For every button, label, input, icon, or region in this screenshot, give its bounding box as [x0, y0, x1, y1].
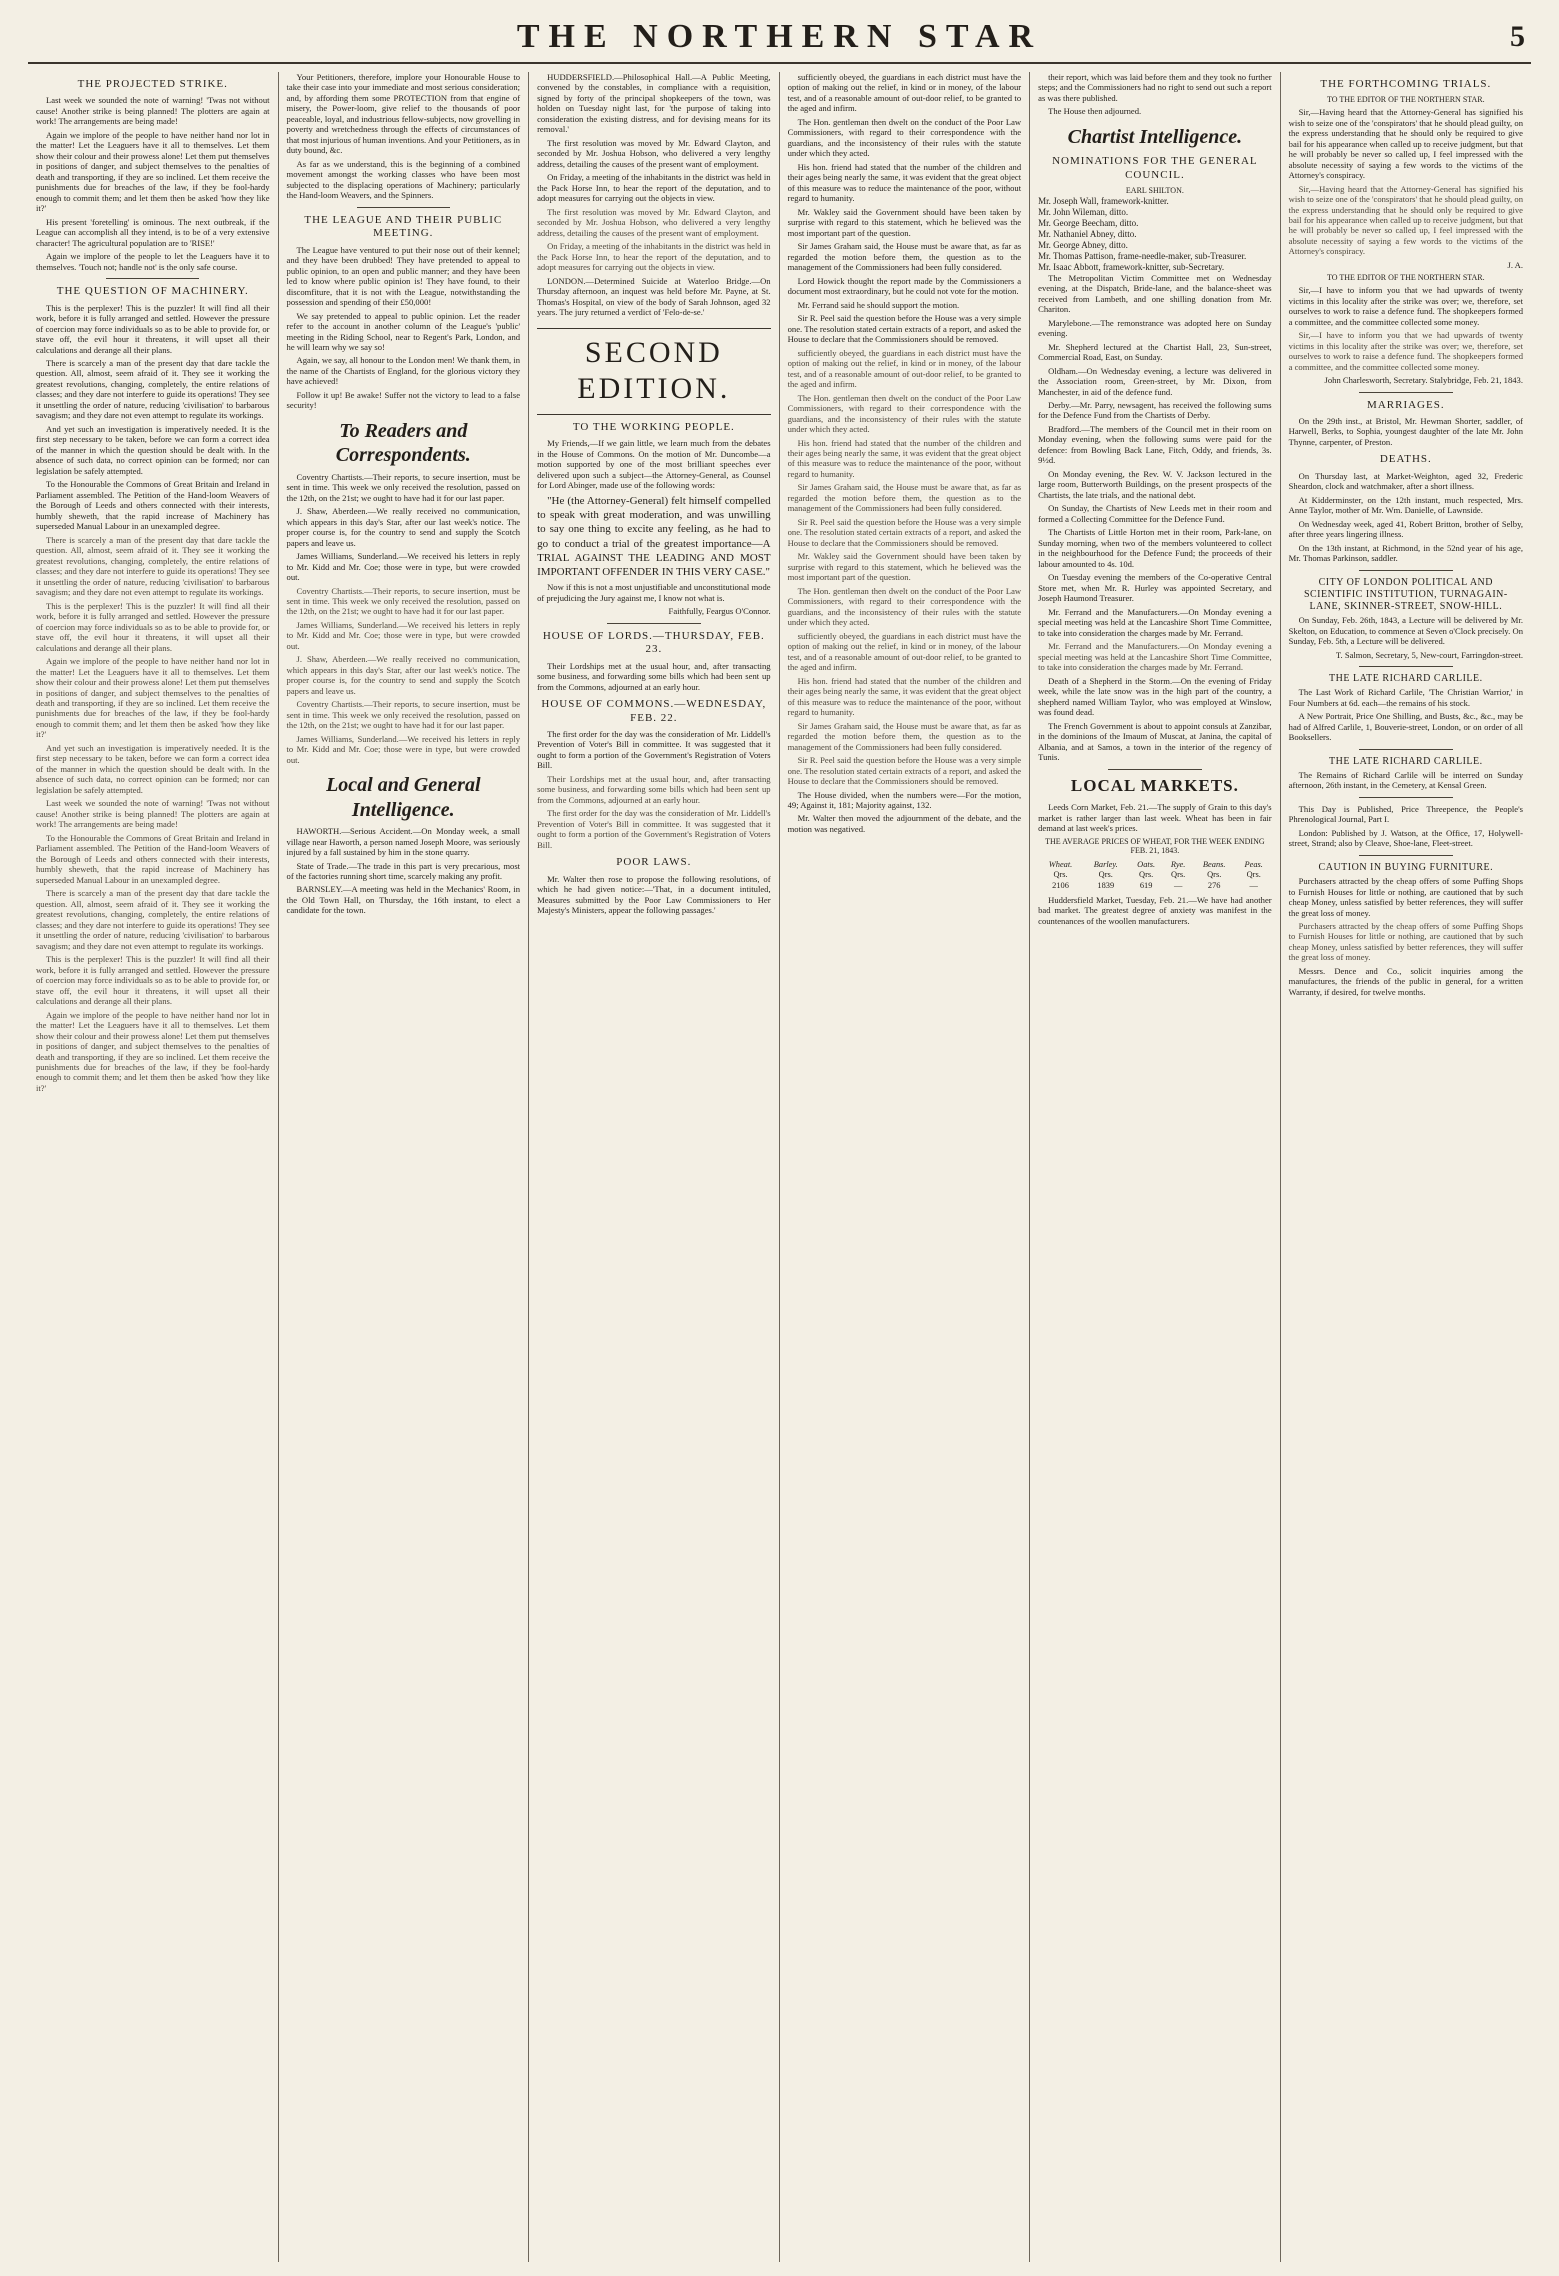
article-paragraph: Derby.—Mr. Parry, newsagent, has received the following sums for the Defence Fund from the Chartists of Derby. — [1038, 400, 1272, 421]
article-paragraph: On Friday, a meeting of the inhabitants in the district was held in the Pack Horse Inn, to hear the report of the deputation, and to adopt measures for carrying out the objects in view. — [537, 241, 771, 273]
nomination-place: EARL SHILTON. — [1125, 186, 1184, 196]
article-paragraph: Bradford.—The members of the Council met in their room on Monday evening, when the following sums were paid for the defence: from Bowling Back Lane, Fitch, Oddy, and friends, 3s. 9½d. — [1038, 423, 1272, 466]
letter-paragraph: Sir,—I have to inform you that we had upwards of twenty victims in this locality after the strike was over; we, therefore, set ourselves to work to raise a defence fund. The shopkeepers formed a committee, and the committee collected some money. — [1288, 330, 1523, 372]
letter-paragraph: Sir,—I have to inform you that we had upwards of twenty victims in this locality after the strike was over; we, therefore, set ourselves to work to raise a defence fund. The shopkeepers formed a committee, and the committee collected some money. — [1288, 285, 1523, 327]
heading-house-of-lords: HOUSE OF LORDS.—THURSDAY, FEB. 23. — [542, 629, 765, 656]
heading-city-of-london-institution: CITY OF LONDON POLITICAL AND SCIENTIFIC INSTITUTION, TURNAGAIN-LANE, SKINNER-STREET, SNOW-HILL. — [1303, 576, 1508, 613]
divider — [1359, 797, 1453, 798]
nominee: Mr. George Abney, ditto. — [1038, 239, 1128, 250]
article-paragraph: The first resolution was moved by Mr. Edward Clayton, and seconded by Mr. Joshua Hobson, who delivered a very lengthy address, detailing the causes of the present want of employment. — [537, 137, 771, 169]
table-header: Beans. — [1202, 860, 1226, 870]
article-paragraph: Mr. Ferrand and the Manufacturers.—On Monday evening a special meeting was held at the Lancashire Short Time Committee, to take into consideration the charges made by Mr. Ferrand. — [1038, 606, 1272, 638]
quoted-passage: "He (the Attorney-General) felt himself compelled to speak with great moderation, and was unwilling to say one thing to excite any feeling, as he had to go to conduct a trial of the greatest importance—A TRIAL AGAINST THE LEADING AND MOST IMPORTANT OFFENDER IN THIS VERY CASE." — [537, 494, 771, 579]
article-paragraph: This is the perplexer! This is the puzzler! It will find all their work, before it is fully arranged and settled. However the pressure of coercion may force individuals so as to be able to provide for, or stave off, the evil hour it threatens, it will upset all their calculations and derange all their plans. — [36, 600, 270, 653]
article-paragraph: Mr. Wakley said the Government should have been taken by surprise with regard to this statement, which he believed was the most important part of the question. — [787, 551, 1022, 583]
market-table — [1038, 860, 1272, 891]
article-paragraph: Now if this is not a most unjustifiable and unconstitutional mode of prejudicing the Jury against me, I know not what is. — [537, 582, 771, 603]
article-paragraph: Mr. Wakley said the Government should have been taken by surprise with regard to this statement, which he believed was the most important part of the question. — [787, 206, 1022, 238]
article-paragraph: Sir R. Peel said the question before the House was a very simple one. The resolution stated certain extracts of a report, and asked the House to declare that the Commissioners should be removed. — [787, 755, 1022, 787]
article-paragraph: Follow it up! Be awake! Suffer not the victory to lead to a false security! — [286, 389, 521, 411]
table-cell: 276 — [1207, 880, 1221, 890]
table-cell: Qrs. — [1139, 870, 1154, 880]
heading-local-general: Local and General Intelligence. — [326, 774, 481, 821]
notice-paragraph: On the 29th inst., at Bristol, Mr. Hewman Shorter, saddler, of Harwell, Berks, to Sophia, youngest daughter of the late Mr. John Thynne, carpenter, of Preston. — [1288, 415, 1523, 447]
article-paragraph: The Metropolitan Victim Committee met on Wednesday evening, at the Dispatch, Bride-lane, and the balance-sheet was received from Lambeth, and one shilling donation from Mr. Chariton. — [1038, 272, 1272, 315]
article-paragraph: Your Petitioners, therefore, implore your Honourable House to take their case into your immediate and most serious consideration; and, by affording them some PROTECTION from that engine of misery, the Power-loom, give relief to the thousands of poor peaceable, loyal, and industrious fellow-subjects, now grovelling in poverty and wretchedness through the effects of circumstances of that most injurious of human inventions. And your Petitioners, as in duty bound, &c. — [286, 72, 521, 156]
article-paragraph: On Friday, a meeting of the inhabitants in the district was held in the Pack Horse Inn, to hear the report of the deputation, and to adopt measures for carrying out the objects in view. — [537, 172, 771, 204]
table-cell: 619 — [1139, 880, 1153, 890]
heading-late-richard-carlile: THE LATE RICHARD CARLILE. — [1329, 673, 1483, 685]
table-cell: Qrs. — [1171, 870, 1186, 880]
nominee: Mr. Joseph Wall, framework-knitter. — [1038, 195, 1169, 206]
nominee: Mr. Isaac Abbott, framework-knitter, sub-Secretary. — [1038, 261, 1225, 272]
article-paragraph: The first resolution was moved by Mr. Edward Clayton, and seconded by Mr. Joshua Hobson, who delivered a very lengthy address, detailing the causes of the present want of employment. — [537, 206, 771, 238]
article-paragraph: The House divided, when the numbers were—For the motion, 49; Against it, 181; Majority against, 132. — [787, 789, 1022, 810]
signature: T. Salmon, Secretary, 5, New-court, Farringdon-street. — [1335, 649, 1523, 660]
article-paragraph: Lord Howick thought the report made by the Commissioners a document most extraordinary, but he could not vote for the motion. — [787, 275, 1022, 297]
table-header: Barley. — [1093, 860, 1118, 870]
letter-paragraph: Sir,—Having heard that the Attorney-General has signified his wish to seize one of the 'conspirators' that he should plead guilty, on the express understanding that he should only be required to give bail for his appearance when called up to receive judgment, but that he will probably be never so called up, I feel impressed with the absolute necessity of saying a few words to the victims of the Attorney's conspiracy. — [1288, 107, 1523, 181]
second-edition-banner: SECOND EDITION. — [537, 328, 771, 415]
heading-late-richard-carlile-2: THE LATE RICHARD CARLILE. — [1329, 755, 1483, 767]
correspondent-note: James Williams, Sunderland.—We received his letters in reply to Mr. Kidd and Mr. Coe; those were in type, but were crowded out. — [286, 619, 521, 651]
article-paragraph: Mr. Ferrand said he should support the motion. — [797, 299, 960, 310]
article-paragraph: Their Lordships met at the usual hour, and, after transacting some business, and forwarding some bills which had been sent up from the Commons, adjourned at an early hour. — [537, 660, 771, 692]
column-6 — [1281, 72, 1531, 2262]
divider — [1359, 855, 1453, 856]
advert-paragraph: London: Published by J. Watson, at the Office, 17, Holywell-street, Strand; also by Cleave, Shoe-lane, Fleet-street. — [1288, 827, 1523, 849]
correspondent-note: J. Shaw, Aberdeen.—We really received no communication, which appears in this day's Star, after our last week's notice. The proper course is, for the country to send and supply the Scotch papers and leave us. — [286, 654, 521, 696]
correspondent-note: James Williams, Sunderland.—We received his letters in reply to Mr. Kidd and Mr. Coe; those were in type, but were crowded out. — [286, 551, 521, 583]
heading-caution-furniture: CAUTION IN BUYING FURNITURE. — [1318, 861, 1494, 873]
table-cell: 1839 — [1097, 880, 1115, 890]
correspondent-note: Coventry Chartists.—Their reports, to secure insertion, must be sent in time. This week we only received the resolution, passed on the 12th, on the 21st; we ought to have had it for our last paper. — [286, 699, 521, 731]
table-cell: Qrs. — [1098, 870, 1113, 880]
heading-working-people: TO THE WORKING PEOPLE. — [572, 420, 735, 433]
divider — [607, 623, 700, 624]
heading-marriages: MARRIAGES. — [1367, 398, 1445, 411]
heading-readers-correspondents: To Readers and Correspondents. — [335, 419, 471, 467]
advert-paragraph: Messrs. Dence and Co., solicit inquiries among the manufactures, the friends of the public in general, for a written Warranty, if desired, for twelve months. — [1288, 965, 1523, 997]
table-cell: — — [1249, 880, 1258, 890]
letter-address: TO THE EDITOR OF THE NORTHERN STAR. — [1327, 95, 1485, 105]
correspondent-note: James Williams, Sunderland.—We received his letters in reply to Mr. Kidd and Mr. Coe; those were in type, but were crowded out. — [286, 733, 521, 765]
article-paragraph: Death of a Shepherd in the Storm.—On the evening of Friday week, while the late snow was in the high part of the country, a shepherd named William Taylor, who was employed at Winslow, was found dead. — [1038, 675, 1272, 718]
divider — [1359, 666, 1453, 667]
table-cell: Qrs. — [1246, 870, 1261, 880]
heading-nominations: NOMINATIONS FOR THE GENERAL COUNCIL. — [1052, 155, 1258, 181]
article-paragraph: We say pretended to appeal to public opinion. Let the reader refer to the account in another column of the League's 'public' meeting in the Riding School, near to Regent's Park, London, and he will learn why we say so! — [286, 310, 521, 352]
article-paragraph: This is the perplexer! This is the puzzler! It will find all their work, before it is fully arranged and settled. However the pressure of coercion may force individuals so as to be able to provide for, or stave off, the evil hour it threatens, it will upset all their calculations and derange all their plans. — [36, 954, 270, 1007]
article-paragraph: Their Lordships met at the usual hour, and, after transacting some business, and forwarding some bills which had been sent up from the Commons, adjourned at an early hour. — [537, 773, 771, 805]
article-paragraph: On Monday evening, the Rev. W. V. Jackson lectured in the large room, Butterworth Buildings, on the present prospects of the Chartists, the late trials, and the national debt. — [1038, 468, 1272, 500]
columns — [28, 72, 1531, 2262]
article-paragraph: Oldham.—On Wednesday evening, a lecture was delivered in the Association room, Green-street, by Mr. Dixon, from Manchester, in aid of the defence fund. — [1038, 365, 1272, 397]
article-paragraph: HAWORTH.—Serious Accident.—On Monday week, a small village near Haworth, a person named Joseph Moore, was seriously injured by a fall sustained by him in the stone quarry. — [286, 826, 521, 858]
article-paragraph: Sir James Graham said, the House must be aware that, as far as regarded the motion before them, the question as to the management of the Commissioners had been fully considered. — [787, 241, 1022, 273]
article-paragraph: Mr. Ferrand and the Manufacturers.—On Monday evening a special meeting was held at the Lancashire Short Time Committee, to take into consideration the charges made by Mr. Ferrand. — [1038, 641, 1272, 673]
notice-paragraph: On the 13th instant, at Richmond, in the 52nd year of his age, Mr. Thomas Parkinson, saddler. — [1288, 542, 1523, 564]
letter-paragraph: Sir,—Having heard that the Attorney-General has signified his wish to seize one of the 'conspirators' that he should plead guilty, on the express understanding that he should only be required to give bail for his appearance when called up to receive judgment, but that he will probably be never so called up, I feel impressed with the absolute necessity of saying a few words to the victims of the Attorney's conspiracy. — [1288, 183, 1523, 257]
article-paragraph: The French Government is about to appoint consuls at Zanzibar, in the dominions of the Imaum of Muscat, at Janina, the capital of Albania, and at Samos, a town in the interior of the regency of Tunis. — [1038, 720, 1272, 763]
article-paragraph: Again we implore of the people to have neither hand nor lot in the matter! Let the Leaguers have it all to themselves. Let them show their colour and their prowess alone! Let them put themselves in positions of danger, and subject themselves to the penalties of death and transporting, if they are so inclined. Let them receive the punishments due for breaches of the law, if they be fool-hardy enough to commit them; and let them then be asked 'how they like it?' — [36, 656, 270, 740]
article-paragraph: Again we implore of the people to let the Leaguers have it to themselves. 'Touch not; handle not' is the only safe course. — [36, 251, 270, 272]
divider — [106, 278, 199, 279]
notice-paragraph: On Wednesday week, aged 41, Robert Britton, brother of Selby, after three years lingering illness. — [1288, 518, 1523, 540]
advert-paragraph: This Day is Published, Price Threepence, the People's Phrenological Journal, Part I. — [1288, 803, 1523, 825]
nominee: Mr. George Beecham, ditto. — [1038, 217, 1139, 228]
article-paragraph: Sir R. Peel said the question before the House was a very simple one. The resolution stated certain extracts of a report, and asked the House to declare that the Commissioners should be removed. — [787, 516, 1022, 548]
heading-league-meeting: THE LEAGUE AND THEIR PUBLIC MEETING. — [304, 213, 503, 240]
heading-house-of-commons: HOUSE OF COMMONS.—WEDNESDAY, FEB. 22. — [541, 698, 767, 724]
heading-forthcoming-trials: THE FORTHCOMING TRIALS. — [1320, 78, 1492, 90]
article-paragraph: To the Honourable the Commons of Great Britain and Ireland in Parliament assembled. The Petition of the Hand-loom Weavers of the Borough of Leeds and others connected with their interests, humbly sheweth, that the rapid increase of Machinery has superseded Manual Labour in an unexampled degree. — [36, 479, 270, 532]
article-paragraph: His hon. friend had stated that the number of the children and their ages being nearly the same, it was evident that the great object of this measure was to reduce the maintenance of the poor, without regard to humanity. — [787, 161, 1022, 204]
article-paragraph: Mr. Walter then rose to propose the following resolutions, of which he had given notice:—'That, in a document intituled, Measures submitted by the Poor Law Commissioners to Her Majesty's Ministers, appear the following passages.' — [537, 873, 771, 916]
advert-paragraph: A New Portrait, Price One Shilling, and Busts, &c., &c., may be had of Alfred Carlile, 1, Bouverie-street, London, or on order of all Booksellers. — [1288, 711, 1523, 743]
heading-chartist-intelligence: Chartist Intelligence. — [1067, 125, 1243, 148]
article-paragraph: The Hon. gentleman then dwelt on the conduct of the Poor Law Commissioners, with regard to their correspondence with the guardians, and the inconsistency of their rules with the statute under which they acted. — [787, 116, 1022, 159]
article-paragraph: The first order for the day was the consideration of Mr. Liddell's Prevention of Voter's Bill in committee. It was suggested that it ought to form a portion of the Government's Registration of Voters Bill. — [537, 728, 771, 771]
table-cell: Qrs. — [1207, 870, 1222, 880]
article-paragraph: On Sunday, the Chartists of New Leeds met in their room and formed a Collecting Committee for the Defence Fund. — [1038, 503, 1272, 524]
article-paragraph: Last week we sounded the note of warning! 'Twas not without cause! Another strike is being planned! The plotters are again at work! The arrangements are being made! — [36, 798, 270, 830]
heading-deaths: DEATHS. — [1379, 453, 1432, 466]
table-header: Rye. — [1170, 860, 1186, 870]
table-cell: 2106 — [1052, 880, 1069, 890]
article-paragraph: His hon. friend had stated that the number of the children and their ages being nearly the same, it was evident that the great object of this measure was to reduce the maintenance of the poor, without regard to humanity. — [787, 675, 1022, 718]
article-paragraph: The first order for the day was the consideration of Mr. Liddell's Prevention of Voter's Bill in committee. It was suggested that it ought to form a portion of the Government's Registration of Voters Bill. — [537, 808, 771, 850]
correspondent-note: J. Shaw, Aberdeen.—We really received no communication, which appears in this day's Star, after our last week's notice. The proper course is, for the country to send and supply the Scotch papers and leave us. — [286, 506, 521, 548]
article-paragraph: The League have ventured to put their nose out of their kennel; and they have been drubbed! They have pretended to appeal to public opinion, to an open and public manner; and they have been led to know where public opinion is! They have found, to their discomfiture, that it is not with the League, notwithstanding the possession and spending of their £50,000! — [286, 244, 521, 308]
advert-paragraph: The Remains of Richard Carlile will be interred on Sunday afternoon, 26th instant, in the Cemetery, at Kensal Green. — [1288, 769, 1523, 791]
advert-paragraph: Purchasers attracted by the cheap offers of some Puffing Shops to Furnish Houses for little or nothing, are cautioned that by such cheap Money, unless satisfied by better references, they will suffer the great loss of money. — [1288, 876, 1523, 918]
column-4 — [780, 72, 1031, 2262]
heading-local-markets: LOCAL MARKETS. — [1070, 775, 1239, 795]
article-paragraph: His hon. friend had stated that the number of the children and their ages being nearly the same, it was evident that the great object of this measure was to reduce the maintenance of the poor, without regard to humanity. — [787, 437, 1022, 479]
article-paragraph: sufficiently obeyed, the guardians in each district must have the option of making out the relief, in kind or in money, of the labour test, and of a reasonable amount of out-door relief, to be granted to the aged and infirm. — [787, 347, 1022, 390]
column-5 — [1030, 72, 1281, 2262]
notice-paragraph: On Sunday, Feb. 26th, 1843, a Lecture will be delivered by Mr. Skelton, on Education, to commence at Seven o'Clock precisely. On Sunday, Feb. 5th, a Lecture will be delivered. — [1288, 615, 1523, 647]
page-number: 5 — [1510, 20, 1525, 53]
divider — [1359, 749, 1453, 750]
heading-projected-strike: THE PROJECTED STRIKE. — [77, 78, 228, 90]
table-cell: Qrs. — [1053, 870, 1068, 880]
table-cell: — — [1173, 880, 1183, 890]
signature: J. A. — [1507, 259, 1523, 270]
article-paragraph: Huddersfield Market, Tuesday, Feb. 21.—We have had another bad market. The greatest degree of anxiety was manifest in the countenances of the woollen manufacturers. — [1038, 894, 1272, 926]
article-paragraph: Sir R. Peel said the question before the House was a very simple one. The resolution stated certain extracts of a report, and asked the House to declare that the Commissioners should be removed. — [787, 313, 1022, 345]
newspaper-title: THE NORTHERN STAR — [516, 18, 1043, 55]
nominee: Mr. Thomas Pattison, frame-needle-maker, sub-Treasurer. — [1038, 250, 1247, 261]
article-paragraph: sufficiently obeyed, the guardians in each district must have the option of making out the relief, in kind or in money, of the labour test, and of a reasonable amount of out-door relief, to be granted to the aged and infirm. — [787, 630, 1022, 673]
article-paragraph: The Chartists of Little Horton met in their room, Park-lane, on Sunday morning, when two of the members volunteered to collect in the neighbourhood for the Defence Fund; the proceeds of their labour amounted to 4s. 10d. — [1038, 527, 1272, 569]
article-paragraph: On Tuesday evening the members of the Co-operative Central Store met, when Mr. R. Hurley was appointed Secretary, and Joseph Haumond Treasurer. — [1038, 572, 1272, 604]
article-paragraph: Again we implore of the people to have neither hand nor lot in the matter! Let the Leaguers have it all to themselves. Let them show their colour and their prowess alone! Let them put themselves in positions of danger, and subject themselves to the penalties of death and transporting, if they are so inclined. Let them receive the punishments due for breaches of the law, if they be fool-hardy enough to commit them; and let them then be asked 'how they like it?' — [36, 1009, 270, 1093]
column-1 — [28, 72, 279, 2262]
column-2 — [279, 72, 530, 2262]
nominee: Mr. Nathaniel Abney, ditto. — [1038, 228, 1137, 239]
table-row — [1038, 860, 1272, 870]
article-paragraph: HUDDERSFIELD.—Philosophical Hall.—A Public Meeting, convened by the constables, in compliance with a requisition, signed by forty of the principal shopkeepers of the town, was holden on Tuesday night last, for 'the purpose of taking into consideration the existing distress, and for devising means for its removal.' — [537, 72, 771, 135]
table-header: Peas. — [1244, 860, 1263, 870]
heading-machinery: THE QUESTION OF MACHINERY. — [56, 285, 249, 298]
divider — [1359, 570, 1453, 571]
divider — [1359, 392, 1453, 393]
article-paragraph: Again we implore of the people to have neither hand nor lot in the matter! Let the Leaguers have it all to themselves. Let them show their colour and their prowess alone! Let them put themselves in positions of danger, and subject themselves to the penalties of death and transporting, if they are so inclined. Let them receive the punishments due for breaches of the law, if they be fool-hardy enough to commit them; and let them then be asked 'how they like it?' — [36, 129, 270, 214]
advert-paragraph: Purchasers attracted by the cheap offers of some Puffing Shops to Furnish Houses for little or nothing, are cautioned that by such cheap Money, unless satisfied by better references, they will suffer the great loss of money. — [1288, 921, 1523, 963]
heading-poor-laws: POOR LAWS. — [616, 856, 692, 869]
article-paragraph: State of Trade.—The trade in this part is very precarious, most of the factories running short time, scarcely making any profit. — [286, 860, 521, 881]
article-paragraph: And yet such an investigation is imperatively needed. It is the first step necessary to be taken, before we can form a correct idea of the manner in which the question should be dealt with. In the absence of such data, no correct opinion can be formed; nor can legislation be safely attempted. — [36, 742, 270, 795]
nominee: Mr. John Wileman, ditto. — [1038, 206, 1129, 217]
signature: Faithfully, Feargus O'Connor. — [668, 606, 771, 617]
masthead — [28, 14, 1531, 64]
article-paragraph: Sir James Graham said, the House must be aware that, as far as regarded the motion before them, the question as to the management of the Commissioners had been fully considered. — [787, 482, 1022, 514]
divider — [1108, 769, 1201, 770]
market-caption: THE AVERAGE PRICES OF WHEAT, FOR THE WEEK ENDING FEB. 21, 1843. — [1045, 836, 1265, 856]
table-header: Wheat. — [1048, 860, 1073, 870]
column-3 — [529, 72, 780, 2262]
article-paragraph: To the Honourable the Commons of Great Britain and Ireland in Parliament assembled. The Petition of the Hand-loom Weavers of the Borough of Leeds and others connected with their interests, humbly sheweth, that the rapid increase of Machinery has superseded Manual Labour in an unexampled degree. — [36, 832, 270, 885]
correspondent-note: Coventry Chartists.—Their reports, to secure insertion, must be sent in time. This week we only received the resolution, passed on the 12th, on the 21st; we ought to have had it for our last paper. — [286, 585, 521, 617]
article-paragraph: LONDON.—Determined Suicide at Waterloo Bridge.—On Thursday afternoon, an inquest was held before Mr. Payne, at St. Thomas's Hospital, on view of the body of Sarah Johnson, aged 32 years. The jury returned a verdict of 'Felo-de-se.' — [537, 275, 771, 318]
article-paragraph: There is scarcely a man of the present day that dare tackle the question. All, almost, seem afraid of it. They see it working the greatest revolutions, changing, completely, the entire relations of classes; and they dare not interfere to guide its operations! They see it unsettling the order of nature, reducing 'civilisation' to barbarous savagism; and they dare not even attempt to regulate its workings. — [36, 357, 270, 421]
article-paragraph: As far as we understand, this is the beginning of a combined movement amongst the working classes who have been most subjected to the displacing operations of Machinery; particularly the Hand-loom Weavers, and the Spinners. — [286, 158, 521, 201]
nominations-list — [1038, 186, 1272, 273]
correspondent-note: Coventry Chartists.—Their reports, to secure insertion, must be sent in time. This week we only received the resolution, passed on the 12th, on the 21st; we ought to have had it for our last paper. — [286, 471, 521, 503]
article-paragraph: Last week we sounded the note of warning! 'Twas not without cause! Another strike is being planned! The plotters are again at work! The arrangements are being made! — [36, 95, 270, 127]
article-paragraph: Mr. Walter then moved the adjournment of the debate, and the motion was negatived. — [787, 813, 1022, 834]
article-paragraph: their report, which was laid before them and they took no further steps; and the Commissioners had no right to send out such a report as was there published. — [1038, 72, 1272, 103]
article-paragraph: My Friends,—If we gain little, we learn much from the debates in the House of Commons. On the motion of Mr. Duncombe—a motion supported by one of the most brilliant speeches ever delivered upon such a subject—the Attorney-General, as Counsel for Lord Abinger, made use of the following words: — [537, 438, 771, 491]
article-paragraph: His present 'foretelling' is ominous. The next outbreak, if the League can accomplish all they intend, is to be of a very extensive character! The agricultural population are to 'RISE!' — [36, 216, 270, 248]
table-header: Oats. — [1137, 860, 1156, 870]
table-row — [1038, 870, 1272, 880]
article-paragraph: There is scarcely a man of the present day that dare tackle the question. All, almost, seem afraid of it. They see it working the greatest revolutions, changing, completely, the entire relations of classes; and they dare not interfere to guide its operations! They see it unsettling the order of nature, reducing 'civilisation' to barbarous savagism; and they dare not even attempt to regulate its workings. — [36, 534, 270, 598]
article-paragraph: Leeds Corn Market, Feb. 21.—The supply of Grain to this day's market is rather larger than last week. Wheat has been in fair demand at last week's prices. — [1038, 802, 1272, 834]
notice-paragraph: At Kidderminster, on the 12th instant, much respected, Mrs. Anne Taylor, mother of Mr. Wm. Danielle, of Lawnside. — [1288, 494, 1523, 516]
signature: John Charlesworth, Secretary. Stalybridge, Feb. 21, 1843. — [1324, 375, 1523, 386]
notice-paragraph: On Thursday last, at Market-Weighton, aged 32, Frederic Sheardon, clock and watchmaker, after a short illness. — [1288, 470, 1523, 492]
table-row — [1038, 881, 1272, 891]
article-paragraph: Sir James Graham said, the House must be aware that, as far as regarded the motion before them, the question as to the management of the Commissioners had been fully considered. — [787, 720, 1022, 752]
article-paragraph: This is the perplexer! This is the puzzler! It will find all their work, before it is fully arranged and settled. However the pressure of coercion may force individuals so as to be able to provide for, or stave off, the evil hour it threatens, it will upset all their calculations and derange all their plans. — [36, 302, 270, 355]
advert-paragraph: The Last Work of Richard Carlile, 'The Christian Warrior,' in Four Numbers at 6d. each—the remains of his stock. — [1288, 687, 1523, 708]
article-paragraph: The Hon. gentleman then dwelt on the conduct of the Poor Law Commissioners, with regard to their correspondence with the guardians, and the inconsistency of their rules with the statute under which they acted. — [787, 585, 1022, 628]
letter-address: TO THE EDITOR OF THE NORTHERN STAR. — [1327, 273, 1485, 283]
divider — [357, 207, 450, 208]
article-paragraph: The Hon. gentleman then dwelt on the conduct of the Poor Law Commissioners, with regard to their correspondence with the guardians, and the inconsistency of their rules with the statute under which they acted. — [787, 392, 1022, 435]
article-paragraph: The House then adjourned. — [1048, 106, 1142, 117]
article-paragraph: Mr. Shepherd lectured at the Chartist Hall, 23, Sun-street, Commercial Road, East, on Sunday. — [1038, 341, 1272, 363]
article-paragraph: Again, we say, all honour to the London men! We thank them, in the name of the Chartists of England, for the glorious victory they have achieved! — [286, 355, 521, 387]
article-paragraph: Marylebone.—The remonstrance was adopted here on Sunday evening. — [1038, 317, 1272, 339]
article-paragraph: BARNSLEY.—A meeting was held in the Mechanics' Room, in the Old Town Hall, on Thursday, the 16th instant, to elect a candidate for the town. — [286, 884, 521, 916]
article-paragraph: There is scarcely a man of the present day that dare tackle the question. All, almost, seem afraid of it. They see it working the greatest revolutions, changing, completely, the entire relations of classes; and they dare not interfere to guide its operations! They see it unsettling the order of nature, reducing 'civilisation' to barbarous savagism; and they dare not even attempt to regulate its workings. — [36, 888, 270, 951]
article-paragraph: And yet such an investigation is imperatively needed. It is the first step necessary to be taken, before we can form a correct idea of the manner in which the question should be dealt with. In the absence of such data, no correct opinion can be formed; nor can legislation be safely attempted. — [36, 423, 270, 476]
article-paragraph: sufficiently obeyed, the guardians in each district must have the option of making out the relief, in kind or in money, of the labour test, and of a reasonable amount of out-door relief, to be granted to the aged and infirm. — [787, 72, 1022, 114]
